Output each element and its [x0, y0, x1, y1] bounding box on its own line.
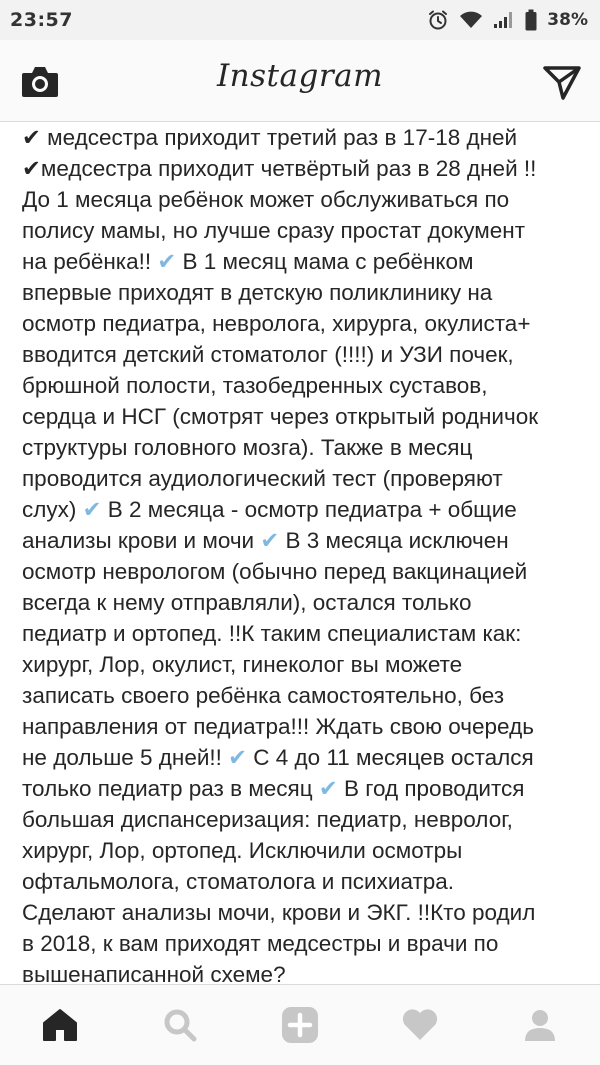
caption-line: в 2018, к вам приходят медсестры и врачи по — [22, 931, 499, 956]
nav-search[interactable] — [150, 995, 210, 1055]
direct-message-button[interactable] — [540, 62, 584, 102]
post-content — [0, 122, 600, 984]
caption-line: ✔медсестра приходит четвёртый раз в 28 дней !! — [22, 156, 537, 181]
alarm-icon — [427, 9, 449, 31]
caption-line: не дольше 5 дней!! ✔ С 4 до 11 месяцев остался — [22, 745, 534, 770]
status-time: 23:57 — [10, 9, 73, 31]
status-bar — [0, 0, 600, 40]
profile-icon — [522, 1007, 558, 1043]
battery-percent: 38% — [547, 10, 588, 30]
caption-line: проводится аудиологический тест (проверяют — [22, 466, 503, 491]
caption-line: брюшной полости, тазобедренных суставов, — [22, 373, 488, 398]
wifi-icon — [459, 10, 483, 30]
bottom-nav — [0, 984, 600, 1065]
caption-line: педиатр и ортопед. !!К таким специалистам как: — [22, 621, 522, 646]
post-caption — [22, 122, 584, 984]
status-icons — [427, 9, 588, 31]
check-mark-icon: ✔ — [318, 776, 338, 801]
nav-add-post[interactable] — [270, 995, 330, 1055]
direct-message-icon — [543, 64, 581, 100]
caption-line: осмотр неврологом (обычно перед вакцинацией — [22, 559, 528, 584]
check-mark-icon: ✔ — [82, 497, 102, 522]
caption-line: осмотр педиатра, невролога, хирурга, окулиста+ — [22, 311, 531, 336]
search-icon — [162, 1007, 198, 1043]
battery-icon — [525, 9, 537, 31]
caption-line: слух) ✔ В 2 месяца - осмотр педиатра + общие — [22, 497, 517, 522]
check-mark-icon: ✔ — [228, 745, 248, 770]
check-mark-icon: ✔ — [157, 249, 177, 274]
caption-line: полису мамы, но лучше сразу простат документ — [22, 218, 526, 243]
caption-line: записать своего ребёнка самостоятельно, без — [22, 683, 505, 708]
caption-line: структуры головного мозга). Также в месяц — [22, 435, 473, 460]
caption-line: впервые приходят в детскую поликлинику на — [22, 280, 493, 305]
instagram-logo: Instagram — [216, 58, 384, 94]
caption-line: направления от педиатра!!! Ждать свою очередь — [22, 714, 534, 739]
caption-line: сердца и НСГ (смотрят через открытый родничок — [22, 404, 539, 429]
caption-line: только педиатр раз в месяц ✔ В год проводится — [22, 776, 525, 801]
caption-line: большая диспансеризация: педиатр, невролог, — [22, 807, 513, 832]
caption-line: До 1 месяца ребёнок может обслуживаться по — [22, 187, 510, 212]
caption-line: Сделают анализы мочи, крови и ЭКГ. !!Кто родил — [22, 900, 536, 925]
caption-line: ✔ медсестра приходит третий раз в 17-18 дней — [22, 125, 518, 150]
signal-icon — [493, 11, 515, 29]
nav-activity[interactable] — [390, 995, 450, 1055]
caption-line: хирург, Лор, ортопед. Исключили осмотры — [22, 838, 463, 863]
nav-home[interactable] — [30, 995, 90, 1055]
check-mark-icon: ✔ — [22, 125, 41, 150]
app-header — [0, 40, 600, 122]
check-mark-icon: ✔ — [22, 156, 41, 181]
caption-line: анализы крови и мочи ✔ В 3 месяца исключен — [22, 528, 509, 553]
caption-line: хирург, Лор, окулист, гинеколог вы можете — [22, 652, 463, 677]
nav-profile[interactable] — [510, 995, 570, 1055]
home-icon — [41, 1007, 79, 1043]
activity-heart-icon — [401, 1008, 439, 1042]
caption-line: на ребёнка!! ✔ В 1 месяц мама с ребёнком — [22, 249, 474, 274]
add-post-icon — [280, 1005, 320, 1045]
caption-line: всегда к нему отправляли), остался только — [22, 590, 472, 615]
caption-line: офтальмолога, стоматолога и психиатра. — [22, 869, 455, 894]
check-mark-icon: ✔ — [260, 528, 280, 553]
caption-line: вводится детский стоматолог (!!!!) и УЗИ почек, — [22, 342, 514, 367]
caption-line: вышенаписанной схеме? — [22, 962, 286, 984]
